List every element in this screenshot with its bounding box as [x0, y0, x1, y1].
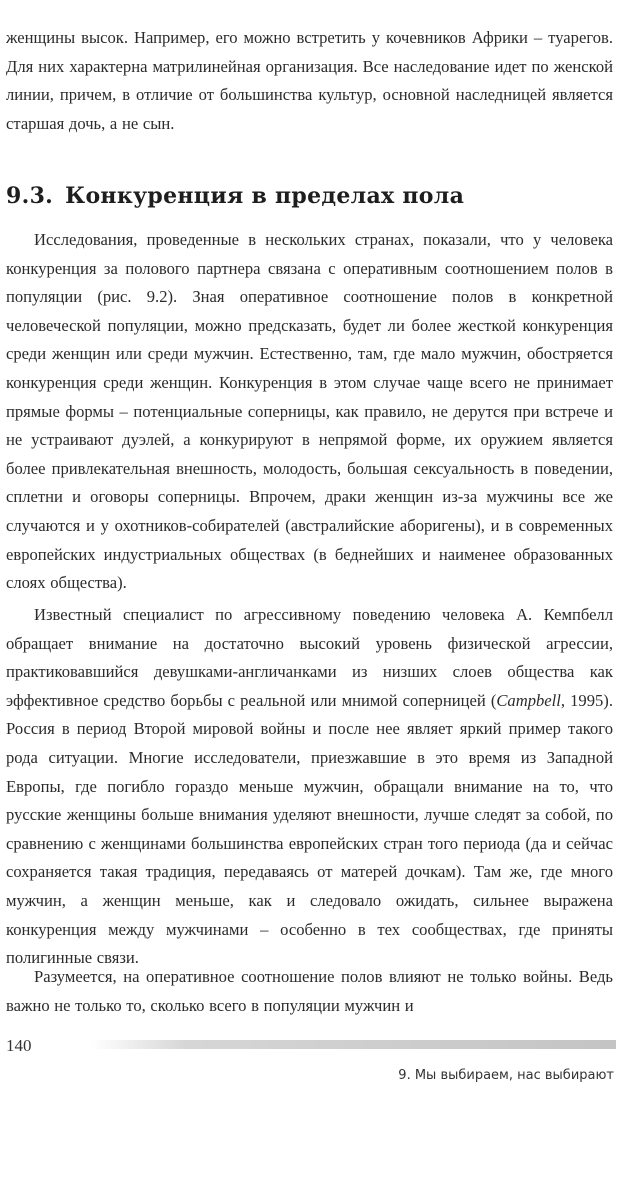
section-title: Конкуренция в пределах пола	[65, 183, 465, 209]
paragraph-intro: женщины высок. Например, его можно встретить у кочевников Африки – туарегов. Для них характерна матрилинейная организация. Все наследование идет по женской линии, причем, в отличие от большинства культур, основной наследницей является старшая дочь, а не сын.	[6, 28, 613, 133]
paragraph-operative-ratio: Разумеется, на оперативное соотношение полов влияют не только войны. Ведь важно не только то, сколько всего в популяции мужчин и	[6, 967, 613, 1015]
running-footer: 9. Мы выбираем, нас выбирают	[398, 1068, 614, 1083]
paragraph-campbell-part1: Известный специалист по агрессивному поведению человека А. Кемпбелл обращает внимание на достаточно высокий уровень физической агрессии, практиковавшийся девушками-англичанками из низших слоев общества как эффективное средство борьбы с реальной или мнимой соперницей (	[6, 605, 613, 710]
citation-author: Campbell	[496, 690, 561, 710]
page-number: 140	[6, 1036, 32, 1055]
footer-rule	[92, 1040, 616, 1049]
section-heading	[6, 183, 464, 209]
paragraph-research: Исследования, проведенные в нескольких странах, показали, что у человека конкуренция за полового партнера связана с оперативным соотношением полов в популяции (рис. 9.2). Зная оперативное соотношение полов в конкретной человеческой популяции, можно предсказать, будет ли более жесткой конкуренция среди женщин или среди мужчин. Естественно, там, где мало мужчин, обостряется конкуренция среди женщин. Конкуренция в этом случае чаще всего не принимает прямые формы – потенциальные соперницы, как правило, не дерутся при встрече и не устраивают дуэлей, а конкурируют в непрямой форме, их оружием является более привлекательная внешность, молодость, большая сексуальность в поведении, сплетни и оговоры соперницы. Впрочем, драки женщин из-за мужчины все же случаются и у охотников-собирателей (австралийские аборигены), и в современных европейских индустриальных обществах (в беднейших и наименее образованных слоях общества).	[6, 230, 613, 593]
paragraph-campbell	[6, 601, 613, 973]
section-number: 9.3.	[6, 183, 54, 209]
paragraph-campbell-part2: , 1995). Россия в период Второй мировой войны и после нее являет яркий пример такого рода ситуации. Многие исследователи, приезжавшие в это время из Западной Европы, где погибло гораздо меньше мужчин, обращали внимание на то, что русские женщины больше внимания уделяют внешности, лучше следят за собой, по сравнению с женщинами большинства европейских стран того периода (да и сейчас сохраняется такая традиция, передаваясь от матерей дочкам). Там же, где много мужчин, а женщин меньше, как и следовало ожидать, сильнее выражена конкуренция между мужчинами – особенно в тех сообществах, где приняты полигинные связи.	[6, 690, 613, 968]
